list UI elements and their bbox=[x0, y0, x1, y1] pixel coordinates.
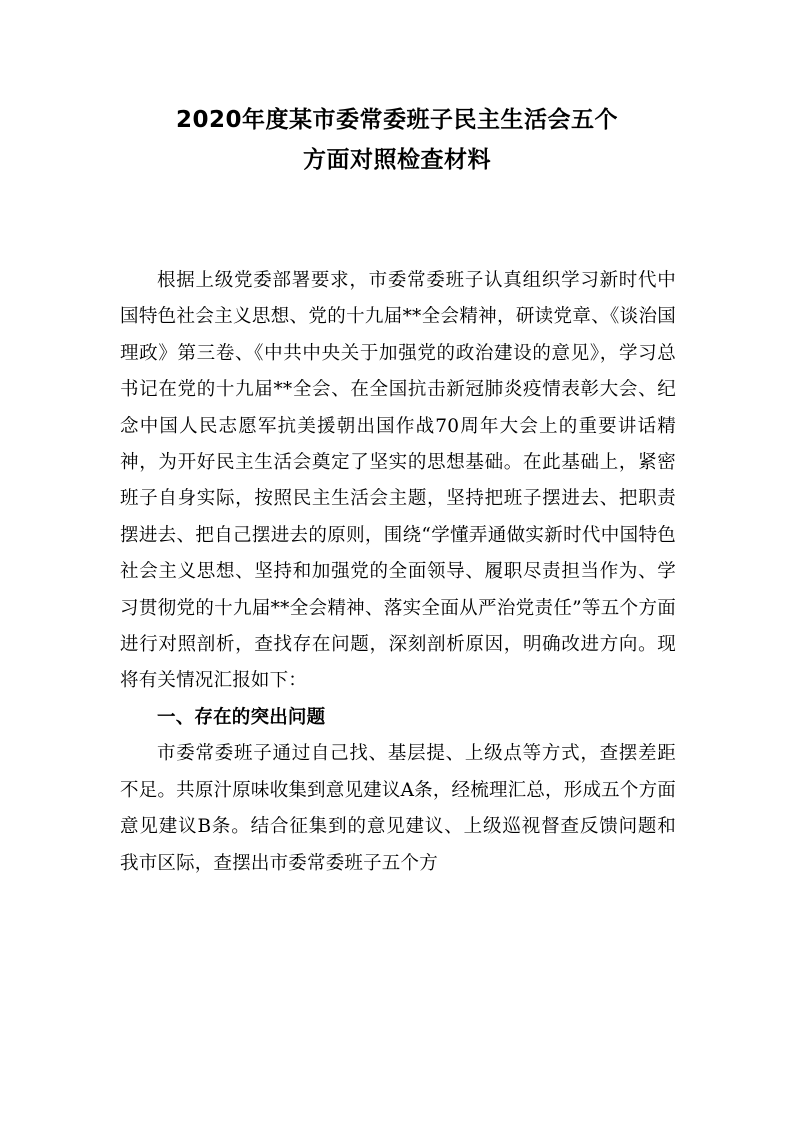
document-title-line-2: 方面对照检查材料 bbox=[303, 147, 491, 173]
document-body bbox=[120, 263, 676, 882]
section-paragraph: 市委常委班子通过自己找、基层提、上级点等方式，查摆差距不足。共原汁原味收集到意见建议A条，经梳理汇总，形成五个方面意见建议B条。结合征集到的意见建议、上级巡视督查反馈问题和我市区际，查摆出市委常委班子五个方 bbox=[120, 743, 676, 874]
section-heading: 一、存在的突出问题 bbox=[157, 706, 326, 728]
intro-paragraph: 根据上级党委部署要求，市委常委班子认真组织学习新时代中国特色社会主义思想、党的十九届**全会精神，研读党章、《谈治国理政》第三卷、《中共中央关于加强党的政治建设的意见》，学习总书记在党的十九届**全会、在全国抗击新冠肺炎疫情表彰大会、纪念中国人民志愿军抗美援朝出国作战70周年大会上的重要讲话精神，为开好民主生活会奠定了坚实的思想基础。在此基础上，紧密班子自身实际，按照民主生活会主题，坚持把班子摆进去、把职责摆进去、把自己摆进去的原则，围绕“学懂弄通做实新时代中国特色社会主义思想、坚持和加强党的全面领导、履职尽责担当作为、学习贯彻党的十九届**全会精神、落实全面从严治党责任”等五个方面进行对照剖析，查找存在问题，深刻剖析原因，明确改进方向。现将有关情况汇报如下： bbox=[120, 270, 676, 692]
document-title-line-1: 2020年度某市委常委班子民主生活会五个 bbox=[175, 107, 618, 133]
